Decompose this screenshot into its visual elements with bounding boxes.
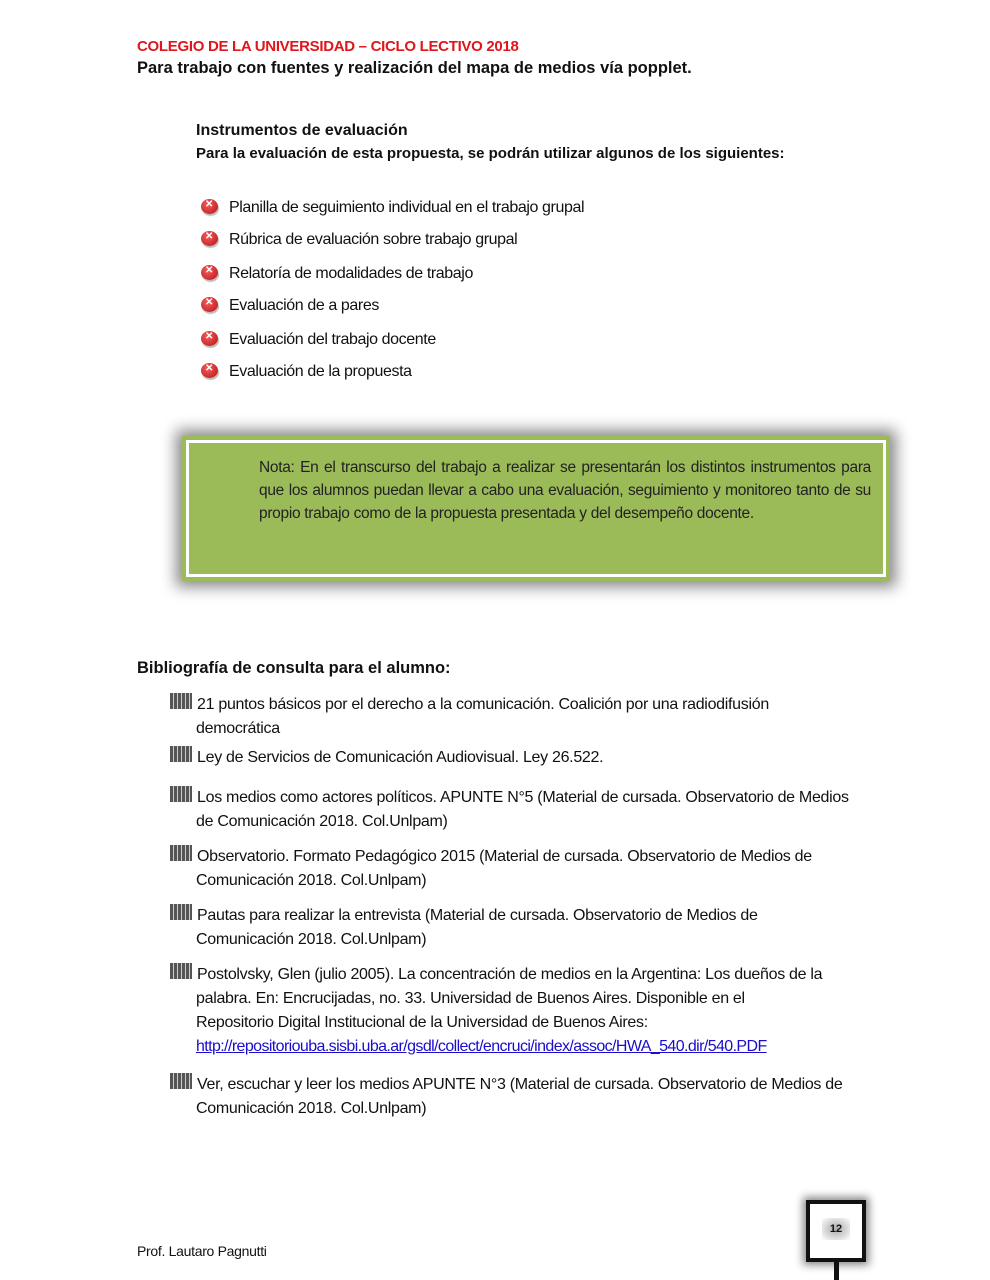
bibliography-item xyxy=(170,963,870,1059)
books-icon xyxy=(170,904,192,920)
list-item-text: Evaluación de la propuesta xyxy=(229,363,412,380)
bibliography-item xyxy=(170,845,870,893)
bibliography-title: Bibliografía de consulta para el alumno: xyxy=(137,659,451,677)
bibliography-item xyxy=(170,746,870,770)
bib-text: palabra. En: Encrucijadas, no. 33. Universidad de Buenos Aires. Disponible en el xyxy=(196,990,745,1007)
red-x-bullet-icon xyxy=(199,331,221,349)
bibliography-item xyxy=(170,693,870,741)
bib-text: democrática xyxy=(196,720,280,737)
bib-text: Observatorio. Formato Pedagógico 2015 (Material de cursada. Observatorio de Medios de xyxy=(197,848,812,865)
list-item xyxy=(199,265,473,283)
bib-text: Ley de Servicios de Comunicación Audiovisual. Ley 26.522. xyxy=(197,749,604,766)
list-item-text: Planilla de seguimiento individual en el trabajo grupal xyxy=(229,199,585,216)
bib-text: Comunicación 2018. Col.Unlpam) xyxy=(196,872,427,889)
repository-link[interactable]: http://repositoriouba.sisbi.uba.ar/gsdl/collect/encruci/index/assoc/HWA_540.dir/540.PDF xyxy=(196,1038,767,1055)
books-icon xyxy=(170,1073,192,1089)
bib-text: 21 puntos básicos por el derecho a la comunicación. Coalición por una radiodifusión xyxy=(197,696,769,713)
books-icon xyxy=(170,786,192,802)
page-subtitle: Para trabajo con fuentes y realización del mapa de medios vía popplet. xyxy=(137,59,692,77)
list-item xyxy=(199,231,517,249)
page-number-post xyxy=(834,1258,839,1280)
bib-text: Repositorio Digital Institucional de la Universidad de Buenos Aires: xyxy=(196,1014,648,1031)
note-text: Nota: En el transcurso del trabajo a realizar se presentarán los distintos instrumentos para que los alumnos puedan llevar a cabo una evaluación, seguimiento y monitoreo tanto de su propio trabajo como de la propuesta presentada y del desempeño docente. xyxy=(259,459,871,522)
bibliography-item xyxy=(170,786,870,834)
list-item xyxy=(199,199,584,217)
bib-text: Pautas para realizar la entrevista (Material de cursada. Observatorio de Medios de xyxy=(197,907,758,924)
footer-author: Prof. Lautaro Pagnutti xyxy=(137,1243,267,1259)
bib-text: Comunicación 2018. Col.Unlpam) xyxy=(196,931,427,948)
bibliography-item xyxy=(170,904,870,952)
red-x-bullet-icon xyxy=(199,265,221,283)
list-item-text: Relatoría de modalidades de trabajo xyxy=(229,265,473,282)
books-icon xyxy=(170,845,192,861)
institution-header: COLEGIO DE LA UNIVERSIDAD – CICLO LECTIVO 2018 xyxy=(137,38,519,55)
bib-text: Comunicación 2018. Col.Unlpam) xyxy=(196,1100,427,1117)
list-item xyxy=(199,331,436,349)
red-x-bullet-icon xyxy=(199,363,221,381)
bib-text: de Comunicación 2018. Col.Unlpam) xyxy=(196,813,448,830)
bibliography-item xyxy=(170,1073,870,1121)
page-number: 12 xyxy=(822,1218,850,1240)
bib-text: Postolvsky, Glen (julio 2005). La concentración de medios en la Argentina: Los dueños de la xyxy=(197,966,823,983)
list-item-text: Rúbrica de evaluación sobre trabajo grupal xyxy=(229,231,518,248)
note-box xyxy=(182,436,890,581)
list-item-text: Evaluación del trabajo docente xyxy=(229,331,436,348)
books-icon xyxy=(170,746,192,762)
bib-text: Los medios como actores políticos. APUNTE N°5 (Material de cursada. Observatorio de Medios xyxy=(197,789,849,806)
books-icon xyxy=(170,693,192,709)
bib-text: Ver, escuchar y leer los medios APUNTE N°3 (Material de cursada. Observatorio de Medios de xyxy=(197,1076,843,1093)
red-x-bullet-icon xyxy=(199,231,221,249)
red-x-bullet-icon xyxy=(199,199,221,217)
list-item xyxy=(199,297,379,315)
page-number-box xyxy=(806,1200,866,1262)
instruments-title: Instrumentos de evaluación xyxy=(196,122,408,139)
list-item-text: Evaluación de a pares xyxy=(229,297,379,314)
books-icon xyxy=(170,963,192,979)
instruments-intro: Para la evaluación de esta propuesta, se podrán utilizar algunos de los siguientes: xyxy=(196,145,785,162)
red-x-bullet-icon xyxy=(199,297,221,315)
list-item xyxy=(199,363,412,381)
